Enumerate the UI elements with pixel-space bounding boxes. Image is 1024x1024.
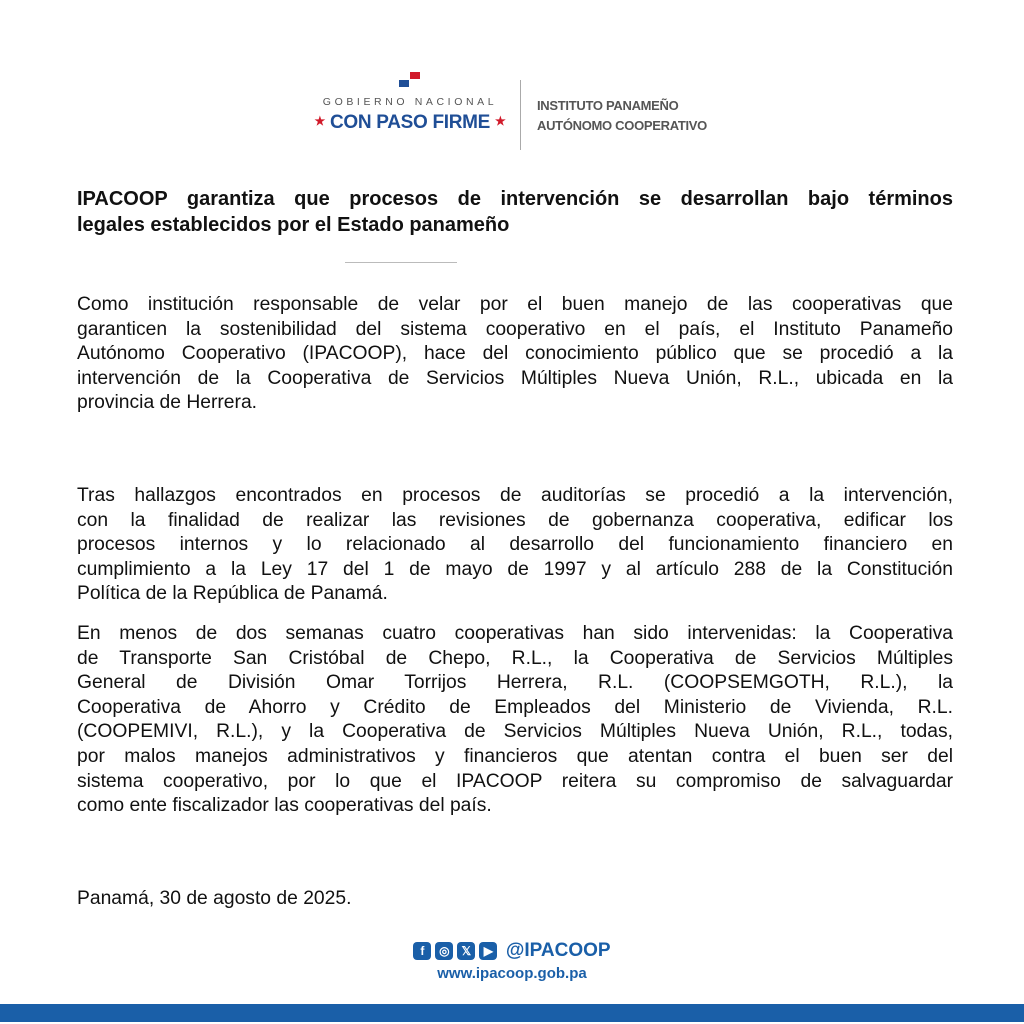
divider: [345, 262, 457, 263]
x-icon[interactable]: 𝕏: [457, 942, 475, 960]
text-line: como ente fiscalizador las cooperativas del país.: [77, 795, 492, 817]
website-link[interactable]: www.ipacoop.gob.pa: [437, 965, 587, 982]
text-line: intervención de la Cooperativa de Servicios Múltiples Nueva Unión, R.L., ubicada en la: [77, 367, 953, 389]
page-title: [77, 186, 953, 238]
text-line: Tras hallazgos encontrados en procesos de auditorías se procedió a la intervención,: [77, 485, 953, 506]
text-line: por malos manejos administrativos y financieros que atentan contra el buen ser del: [77, 745, 953, 767]
text-line: provincia de Herrera.: [77, 392, 258, 414]
youtube-icon[interactable]: ▶: [479, 942, 497, 960]
institute-line-1: INSTITUTO PANAMEÑO: [537, 98, 679, 113]
footer-bar: [0, 1004, 1024, 1022]
panama-flag-icon: [399, 72, 421, 88]
date-line: Panamá, 30 de agosto de 2025.: [77, 888, 352, 909]
star-icon: ★: [314, 114, 325, 128]
gov-slogan: [312, 112, 508, 134]
header-logos: [0, 68, 1024, 158]
social-handle[interactable]: @IPACOOP: [505, 940, 611, 961]
text-line: (COOPEMIVI, R.L.), y la Cooperativa de Servicios Múltiples Nueva Unión, R.L., todas,: [77, 721, 953, 743]
text-line: cumplimiento a la Ley 17 del 1 de mayo de 1997 y al artículo 288 de la Constitución: [77, 558, 953, 580]
text-line: garanticen la sostenibilidad del sistema cooperativo en el país, el Instituto Panameño: [77, 318, 953, 340]
gov-label: GOBIERNO NACIONAL: [322, 96, 498, 108]
text-line: con la finalidad de realizar las revisiones de gobernanza cooperativa, edificar los: [77, 509, 953, 531]
slogan-text: CON PASO FIRME: [329, 112, 491, 133]
facebook-icon[interactable]: f: [413, 942, 431, 960]
divider: [520, 80, 521, 150]
text-line: En menos de dos semanas cuatro cooperativas han sido intervenidas: la Cooperativa: [77, 623, 953, 644]
institute-line-2: AUTÓNOMO COOPERATIVO: [537, 118, 707, 133]
paragraph-2: [77, 484, 953, 607]
instagram-icon[interactable]: ◎: [435, 942, 453, 960]
text-line: Como institución responsable de velar por el buen manejo de las cooperativas que: [77, 294, 953, 315]
text-line: procesos internos y lo relacionado al desarrollo del funcionamiento financiero en: [77, 534, 953, 556]
text-line: Política de la República de Panamá.: [77, 583, 388, 605]
title-line: legales establecidos por el Estado panameño: [77, 214, 510, 236]
text-line: de Transporte San Cristóbal de Chepo, R.L., la Cooperativa de Servicios Múltiples: [77, 647, 953, 669]
text-line: General de División Omar Torrijos Herrera, R.L. (COOPSEMGOTH, R.L.), la: [77, 672, 953, 694]
text-line: Cooperativa de Ahorro y Crédito de Empleados del Ministerio de Vivienda, R.L.: [77, 696, 953, 718]
star-icon: ★: [495, 114, 506, 128]
text-line: Autónomo Cooperativo (IPACOOP), hace del conocimiento público que se procedió a la: [77, 343, 953, 365]
paragraph-3: [77, 622, 953, 819]
institute-name: [537, 96, 707, 136]
text-line: sistema cooperativo, por lo que el IPACOOP reitera su compromiso de salvaguardar: [77, 770, 953, 792]
social-footer: [0, 940, 1024, 982]
title-line: IPACOOP garantiza que procesos de intervención se desarrollan bajo términos: [77, 188, 953, 210]
paragraph-1: [77, 293, 953, 416]
